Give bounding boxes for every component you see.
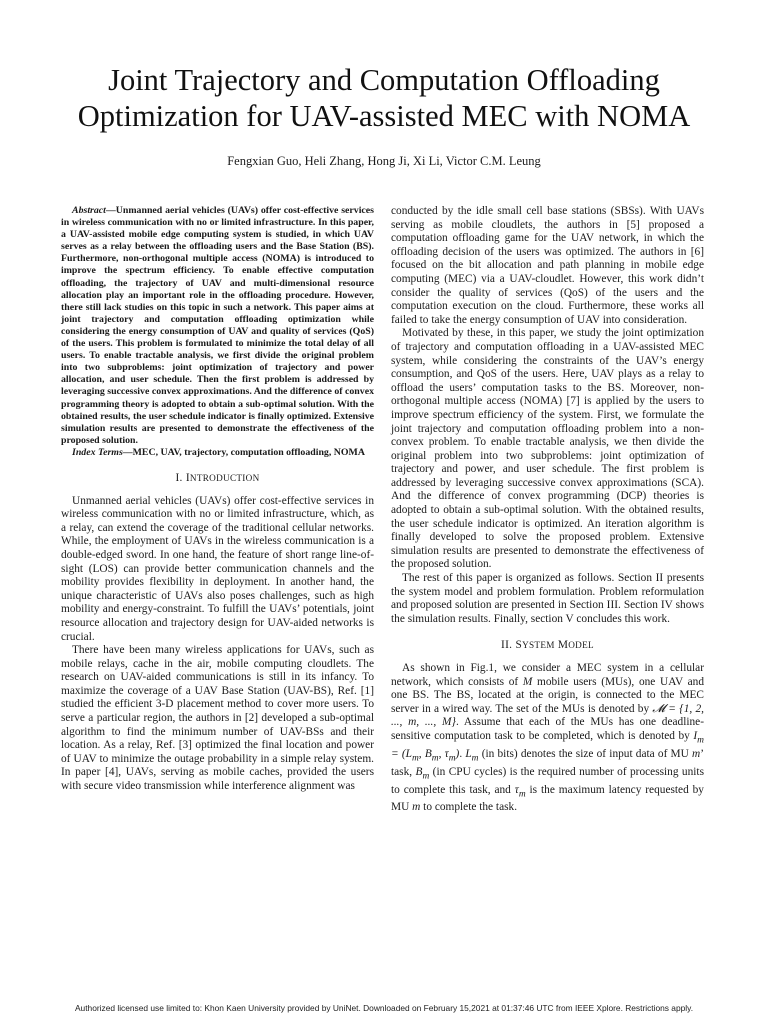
math-symbol: L <box>465 747 472 760</box>
math-symbol: m <box>412 801 421 814</box>
left-column <box>61 205 374 794</box>
math-symbol: M <box>522 675 533 688</box>
math-expression: $L_m$ <box>465 747 479 764</box>
license-footer: Authorized licensed use limited to: Khon Kaen University provided by UniNet. Downloaded on February 15,2021 at 01:37:46 UTC from IEEE Xplore. Restrictions apply. <box>74 1003 694 1013</box>
section-title-rest: NTRODUCTION <box>189 472 260 483</box>
paper-title <box>40 62 728 134</box>
section-title-rest: ODEL <box>568 640 594 651</box>
section-title-rest: YSTEM <box>522 640 555 651</box>
paper-title-line-2: Optimization for UAV-assisted MEC with NOMA <box>77 99 691 133</box>
section-numeral: II. <box>501 639 513 652</box>
text-run: is the maximum latency requested by MU <box>391 783 704 814</box>
math-expression: $I_m = (L_m$, $B_m$, $\tau_m$) <box>391 729 704 764</box>
index-terms-text: —MEC, UAV, trajectory, computation offloading, NOMA <box>122 446 365 458</box>
math-symbol: B <box>415 765 423 778</box>
intro-paragraph-5: The rest of this paper is organized as follows. Section II presents the system model and problem formulation. Problem reformulation and proposed solution are presented in Section III. Section IV shows the simulation results. Finally, section V concludes this work. <box>391 572 704 625</box>
math-symbol: I <box>693 729 698 742</box>
paper-title-line-1: Joint Trajectory and Computation Offloading <box>108 63 660 97</box>
section-title-initial: I <box>185 471 190 484</box>
index-terms <box>61 447 374 459</box>
system-model-paragraph-1 <box>391 662 704 815</box>
text-run: As shown in Fig.1, we consider a MEC system in a cellular network, which consists of <box>391 662 704 688</box>
math-expression: $B_m$ <box>415 765 430 781</box>
section-title-initial: S <box>515 639 523 652</box>
math-symbol: τ <box>514 783 519 796</box>
intro-paragraph-1: Unmanned aerial vehicles (UAVs) offer cost-effective services in wireless communication with no or limited infrastructure, which, as a relay, can extend the coverage of the traditional cellular networks. While, the employment of UAVs in the wireless communication is a double-edged sword. In one hand, the feature of short range line-of-sight (LOS) can provide better communication channels and the mobility provides flexibility in deployment. In another hand, the unique characteristic of UAVs also poses challenges, such as high mobility and energy-constraint. To fulfill the UAVs’ potentials, joint resource allocation and trajectory design for UAV-aided networks is crucial. <box>61 494 374 643</box>
math-expression: 𝓜 = {1, 2, ..., m, ..., M} <box>391 702 704 729</box>
section-heading-system-model <box>391 639 704 653</box>
text-run: . Assume that each of the MUs has one deadline-sensitive computation task to be completed, which is denoted by <box>391 716 704 742</box>
math-symbol: m <box>692 747 701 760</box>
right-column <box>391 205 704 815</box>
text-run: . <box>459 747 466 760</box>
author-list: Fengxian Guo, Heli Zhang, Hong Ji, Xi Li, Victor C.M. Leung <box>227 154 541 168</box>
text-run: to complete the task. <box>420 801 518 814</box>
section-title-initial: M <box>557 639 569 652</box>
intro-paragraph-2: There have been many wireless applications for UAVs, such as mobile relays, cache in the air, mobile computing cloudlets. The research on UAV-aided communications is still in its infancy. To maximize the coverage of a UAV Base Station (UAV-BS), Ref. [1] studied the efficient 3-D placement method to cover more users. To serve a particular region, the authors in [2] developed a sub-optimal algorithm to find the minimum number of UAV-BSs and their location. As a relay, Ref. [3] optimized the final location and power of UAV to minimize the outage probability in a simple relay system. In paper [4], UAVs, serving as mobile caches, provided the users with secure video transmission while interference alignment was <box>61 644 374 793</box>
section-heading-introduction <box>61 472 374 486</box>
text-run: (in bits) denotes the size of input data of MU <box>478 747 693 760</box>
text-run: mobile users (MUs), one UAV and one BS. The BS, located at the origin, is connected to the MEC server in a wired way. The set of the MUs is denoted by <box>391 675 704 715</box>
math-symbol: = (L <box>391 747 412 760</box>
abstract-text: —Unmanned aerial vehicles (UAVs) offer cost-effective services in wireless communication with no or limited infrastructure. In this paper, a UAV-assisted mobile edge computing system is studied, in which UAV serves as a relay between the offloading users and the Base Station (BS). Furthermore, non-orthogonal multiple access (NOMA) is introduced to improve the spectrum efficiency. To enable effective computation offloading, the trajectory of UAV and multi-dimensional resource allocation play an important role in the offloading procedure. However, there still lack studies on this topic in such a network. This paper aims at joint trajectory and computation offloading optimization while considering the energy consumption of UAV and quality of services (QoS) of the users. This problem is formulated to minimize the total delay of all users. To enable tractable analysis, we first divide the original problem into two subproblems: joint optimization of trajectory and power allocation, and user schedule. Then the first problem is addressed by leveraging successive convex approximations. And the difference of convex programming theory is adopted to obtain a sub-optimal solution. With the obtained results, the user schedule indicator is finally optimized. Extensive simulation results are presented to demonstrate the effectiveness of the proposed solution. <box>61 205 374 446</box>
text-run: (in CPU cycles) is the required number of processing units to complete this task, and <box>391 765 704 796</box>
index-terms-label: Index Terms <box>72 446 123 458</box>
intro-paragraph-4: Motivated by these, in this paper, we study the joint optimization of trajectory and computation offloading in a UAV-assisted MEC system, while considering the constraints of the UAV’s energy consumption, and QoS of the users. Here, UAV plays as a relay to offload the users’ computation tasks to the BS. Moreover, non-orthogonal multiple access (NOMA) [7] is applied by the users to improve spectrum efficiency of the system. First, we formulate the joint trajectory and computation offloading problem into a non-convex problem. To enable tractable analysis, we then divide the original problem into two subproblems: joint optimization of trajectory and power, and user schedule. The first problem is addressed by leveraging successive convex approximations (SCA). And the difference of convex programming (DCP) theories is adopted to obtain a sub-optimal solution. With the obtained results, the user schedule indicator is optimized. An iteration algorithm is finally developed to solve the proposed problem. Extensive simulation results are presented to demonstrate the effectiveness of the proposed solution. <box>391 327 704 571</box>
section-numeral: I. <box>175 471 183 484</box>
abstract-label: Abstract <box>72 205 106 216</box>
intro-paragraph-3: conducted by the idle small cell base stations (SBSs). With UAVs serving as mobile cloudlets, the authors in [5] proposed a computation offloading game for the UAV network, in which the offloading decision of the users was optimized. The authors in [6] focused on the bit allocation and path planning in mobile edge computing (MEC) via a UAV-cloudlet. However, this work didn’t consider the quality of services (QoS) of the users and the computation execution on the cloud. Furthermore, these works all failed to take the energy consumption of UAV into consideration. <box>391 205 704 326</box>
text-run: ’ task, <box>391 747 705 778</box>
abstract <box>61 205 374 447</box>
math-subscript: m <box>697 735 704 746</box>
math-expression: $\tau_m$ <box>514 783 526 799</box>
